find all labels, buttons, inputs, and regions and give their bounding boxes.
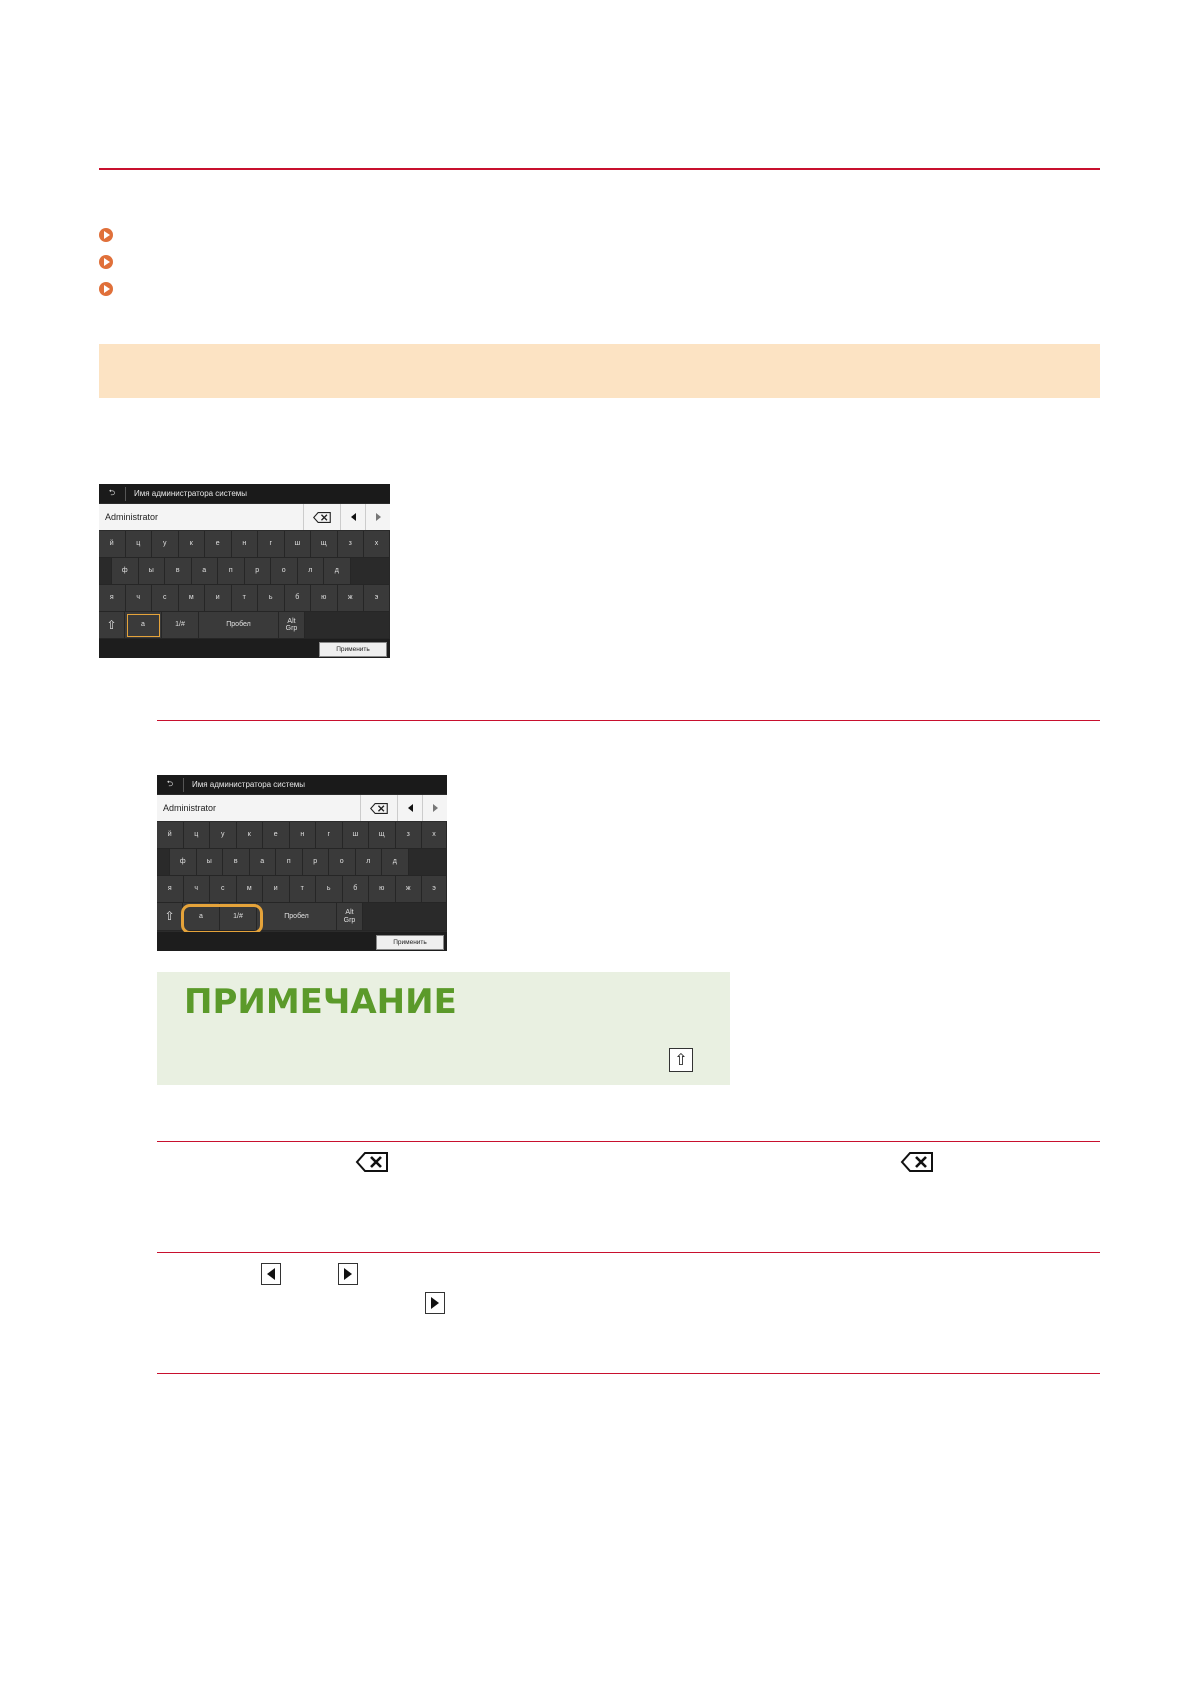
section-heading-band	[99, 344, 1100, 398]
key[interactable]: о	[271, 558, 298, 585]
key-row-3	[157, 876, 447, 903]
key[interactable]: у	[152, 531, 179, 558]
back-icon[interactable]: ⮌	[99, 487, 126, 501]
key[interactable]: б	[285, 585, 312, 612]
key[interactable]: в	[223, 849, 250, 876]
screen-footer	[99, 639, 390, 658]
key[interactable]: ь	[258, 585, 285, 612]
key[interactable]: к	[179, 531, 206, 558]
key-spacer	[305, 612, 390, 639]
arrow-right-icon	[425, 1292, 445, 1314]
key-row-4	[99, 612, 390, 639]
key[interactable]: б	[343, 876, 370, 903]
step-rule	[157, 720, 1100, 721]
key[interactable]: е	[205, 531, 232, 558]
text-input[interactable]: Administrator	[105, 512, 159, 522]
arrow-left-icon	[408, 804, 413, 812]
key-spacer	[409, 849, 448, 876]
keyboard-screen-2	[157, 775, 447, 951]
space-key[interactable]: Пробел	[257, 903, 337, 931]
backspace-icon	[312, 512, 332, 523]
altgr-key[interactable]: Alt Grp	[279, 612, 305, 639]
step-rule	[157, 1252, 1100, 1253]
screen-title: Имя администратора системы	[192, 780, 306, 789]
arrow-left-icon	[261, 1263, 281, 1285]
key[interactable]: а	[250, 849, 277, 876]
key[interactable]: э	[422, 876, 447, 903]
key[interactable]: ы	[139, 558, 166, 585]
key[interactable]: ч	[184, 876, 211, 903]
altgr-key[interactable]: Alt Grp	[337, 903, 363, 931]
lowercase-key[interactable]: а	[125, 612, 162, 639]
key[interactable]: ф	[112, 558, 139, 585]
key[interactable]: о	[329, 849, 356, 876]
step-rule	[157, 1141, 1100, 1142]
shift-icon: ⇧	[669, 1048, 693, 1072]
note-box	[157, 972, 730, 1085]
key[interactable]: щ	[369, 822, 396, 849]
arrow-right-icon	[338, 1263, 358, 1285]
shift-key[interactable]	[99, 612, 125, 639]
text-input[interactable]: Administrator	[163, 803, 217, 813]
backspace-button[interactable]	[360, 795, 397, 821]
shift-icon: ⇧	[164, 909, 175, 924]
highlight-ring	[181, 904, 263, 934]
cursor-right-button[interactable]	[422, 795, 447, 821]
key[interactable]: д	[324, 558, 351, 585]
key[interactable]: х	[422, 822, 447, 849]
arrow-right-icon	[433, 804, 438, 812]
backspace-button[interactable]	[303, 504, 340, 530]
key[interactable]: а	[192, 558, 219, 585]
key[interactable]: ж	[338, 585, 365, 612]
cursor-left-button[interactable]	[340, 504, 365, 530]
arrow-left-icon	[351, 513, 356, 521]
key[interactable]: и	[263, 876, 290, 903]
key[interactable]: ы	[197, 849, 224, 876]
key[interactable]: ж	[396, 876, 423, 903]
screen-footer	[157, 932, 447, 951]
key[interactable]: ш	[285, 531, 312, 558]
key[interactable]: м	[179, 585, 206, 612]
key[interactable]: д	[382, 849, 409, 876]
key[interactable]: р	[245, 558, 272, 585]
key[interactable]: г	[258, 531, 285, 558]
key[interactable]: с	[210, 876, 237, 903]
key[interactable]: ц	[126, 531, 153, 558]
key[interactable]: з	[338, 531, 365, 558]
key[interactable]: х	[364, 531, 390, 558]
key[interactable]: я	[99, 585, 126, 612]
key[interactable]: ч	[126, 585, 153, 612]
apply-button[interactable]: Применить	[319, 642, 387, 657]
key[interactable]: п	[276, 849, 303, 876]
backspace-icon	[355, 1151, 389, 1173]
apply-button[interactable]: Применить	[376, 935, 444, 950]
key[interactable]: й	[157, 822, 184, 849]
top-rule	[99, 168, 1100, 170]
key[interactable]: в	[165, 558, 192, 585]
key[interactable]: ю	[311, 585, 338, 612]
key[interactable]: щ	[311, 531, 338, 558]
key[interactable]: т	[232, 585, 259, 612]
key[interactable]: с	[152, 585, 179, 612]
keyboard-screen-1	[99, 484, 390, 658]
key[interactable]: е	[263, 822, 290, 849]
arrow-right-icon	[376, 513, 381, 521]
backspace-icon	[369, 803, 389, 814]
key-row-1	[99, 531, 390, 558]
key[interactable]: ш	[343, 822, 370, 849]
key[interactable]: н	[290, 822, 317, 849]
key[interactable]: л	[356, 849, 383, 876]
backspace-icon	[900, 1151, 934, 1173]
key[interactable]: л	[298, 558, 325, 585]
key[interactable]: э	[364, 585, 390, 612]
link-bullet-icon[interactable]	[99, 255, 113, 269]
key[interactable]: з	[396, 822, 423, 849]
key-row-2	[157, 849, 447, 876]
key[interactable]: ю	[369, 876, 396, 903]
key[interactable]: т	[290, 876, 317, 903]
shift-icon: ⇧	[106, 617, 117, 632]
key[interactable]: м	[237, 876, 264, 903]
key-row-3	[99, 585, 390, 612]
shift-key[interactable]	[157, 903, 183, 931]
space-key[interactable]: Пробел	[199, 612, 279, 639]
key[interactable]: н	[232, 531, 259, 558]
screen-title: Имя администратора системы	[134, 489, 248, 498]
key[interactable]: ь	[316, 876, 343, 903]
step-rule	[157, 1373, 1100, 1374]
symbols-key[interactable]: 1/#	[220, 903, 257, 931]
key[interactable]: ф	[170, 849, 197, 876]
key[interactable]: к	[237, 822, 264, 849]
key[interactable]: г	[316, 822, 343, 849]
note-title: ПРИМЕЧАНИЕ	[184, 982, 457, 1022]
lowercase-key[interactable]: а	[183, 903, 220, 931]
key[interactable]: ц	[184, 822, 211, 849]
key[interactable]: й	[99, 531, 126, 558]
link-list	[99, 228, 113, 309]
key-spacer	[157, 849, 170, 876]
link-bullet-icon[interactable]	[99, 228, 113, 242]
key[interactable]: я	[157, 876, 184, 903]
key[interactable]: и	[205, 585, 232, 612]
key-spacer	[99, 558, 112, 585]
cursor-left-button[interactable]	[397, 795, 422, 821]
link-bullet-icon[interactable]	[99, 282, 113, 296]
key[interactable]: р	[303, 849, 330, 876]
back-icon[interactable]: ⮌	[157, 778, 184, 792]
cursor-right-button[interactable]	[365, 504, 390, 530]
key[interactable]: у	[210, 822, 237, 849]
symbols-key[interactable]: 1/#	[162, 612, 199, 639]
key-spacer	[363, 903, 447, 931]
key[interactable]: п	[218, 558, 245, 585]
key-row-1	[157, 822, 447, 849]
key-row-2	[99, 558, 390, 585]
key-spacer	[351, 558, 391, 585]
